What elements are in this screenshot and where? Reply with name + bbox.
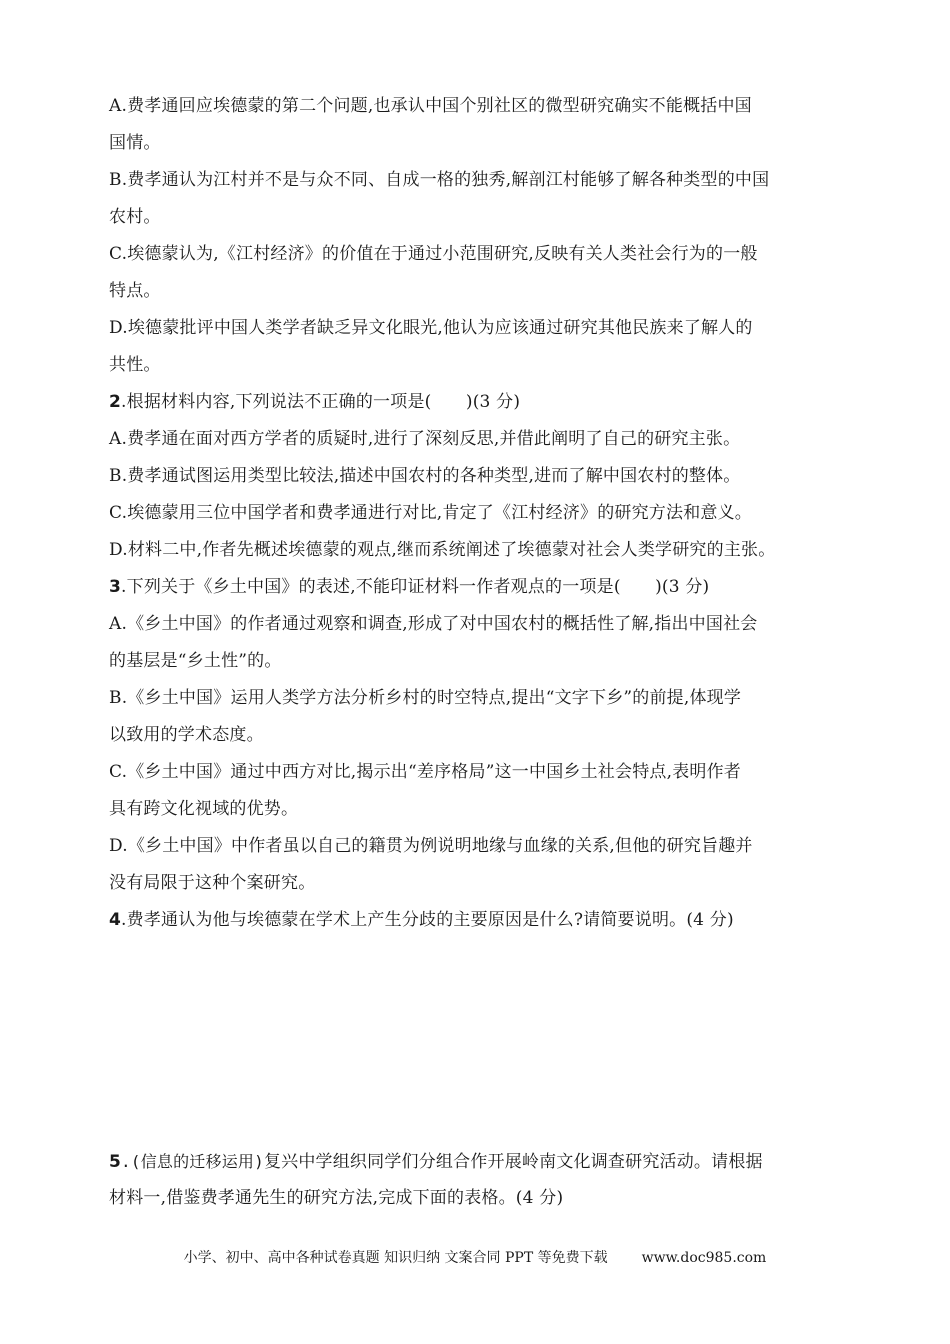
q3-option-b-line2: 以致用的学术态度。 — [109, 725, 264, 745]
q3-option-a-line1: A.《乡土中国》的作者通过观察和调查,形成了对中国农村的概括性了解,指出中国社会 — [109, 614, 758, 634]
q2-option-b: B.费孝通试图运用类型比较法,描述中国农村的各种类型,进而了解中国农村的整体。 — [109, 466, 741, 486]
q2-option-c: C.埃德蒙用三位中国学者和费孝通进行对比,肯定了《江村经济》的研究方法和意义。 — [109, 503, 753, 523]
q5-block — [109, 1143, 841, 1217]
q3-stem — [109, 569, 841, 606]
q3-option-d-line1: D.《乡土中国》中作者虽以自己的籍贯为例说明地缘与血缘的关系,但他的研究旨趣并 — [109, 836, 753, 856]
q1-option-b-line2: 农村。 — [109, 207, 161, 227]
q5-stem-line1 — [109, 1143, 841, 1180]
q1-option-a-line1: A.费孝通回应埃德蒙的第二个问题,也承认中国个别社区的微型研究确实不能概括中国 — [109, 96, 752, 116]
exam-page-body — [109, 88, 841, 939]
q1-option-d-line2: 共性。 — [109, 355, 161, 375]
q2-stem — [109, 384, 841, 421]
q5-tag: .(信息的迁移运用) — [121, 1152, 264, 1171]
page-footer — [0, 1247, 950, 1267]
q5-number: 5 — [109, 1152, 122, 1172]
q1-option-c-line2: 特点。 — [109, 281, 161, 301]
q4-number: 4 — [109, 910, 122, 930]
q2-option-d: D.材料二中,作者先概述埃德蒙的观点,继而系统阐述了埃德蒙对社会人类学研究的主张。 — [109, 540, 776, 560]
q4-stem — [109, 902, 841, 939]
q1-option-d-line1: D.埃德蒙批评中国人类学者缺乏异文化眼光,他认为应该通过研究其他民族来了解人的 — [109, 318, 753, 338]
footer-text: 小学、初中、高中各种试卷真题 知识归纳 文案合同 PPT 等免费下载 — [183, 1250, 608, 1266]
q5-stem-line2: 材料一,借鉴费孝通先生的研究方法,完成下面的表格。(4 分) — [109, 1188, 564, 1208]
q3-option-a-line2: 的基层是“乡土性”的。 — [109, 651, 282, 671]
q3-option-d-line2: 没有局限于这种个案研究。 — [109, 873, 316, 893]
q3-option-c-line2: 具有跨文化视域的优势。 — [109, 799, 299, 819]
q1-option-c-line1: C.埃德蒙认为,《江村经济》的价值在于通过小范围研究,反映有关人类社会行为的一般 — [109, 244, 758, 264]
q3-option-c-line1: C.《乡土中国》通过中西方对比,揭示出“差序格局”这一中国乡土社会特点,表明作者 — [109, 762, 741, 782]
footer-site-link[interactable]: www.doc985.com — [641, 1250, 767, 1266]
q3-number: 3 — [109, 577, 122, 597]
q1-option-b-line1: B.费孝通认为江村并不是与众不同、自成一格的独秀,解剖江村能够了解各种类型的中国 — [109, 170, 770, 190]
q2-option-a: A.费孝通在面对西方学者的质疑时,进行了深刻反思,并借此阐明了自己的研究主张。 — [109, 429, 741, 449]
q1-option-a-line2: 国情。 — [109, 133, 161, 153]
q3-option-b-line1: B.《乡土中国》运用人类学方法分析乡村的时空特点,提出“文字下乡”的前提,体现学 — [109, 688, 742, 708]
q3-stem-text: .下列关于《乡土中国》的表述,不能印证材料一作者观点的一项是( )(3 分) — [121, 577, 710, 597]
q2-number: 2 — [109, 392, 122, 412]
q2-stem-text: .根据材料内容,下列说法不正确的一项是( )(3 分) — [121, 392, 521, 412]
q4-stem-text: .费孝通认为他与埃德蒙在学术上产生分歧的主要原因是什么?请简要说明。(4 分) — [121, 910, 734, 930]
q5-stem-text-line1: 复兴中学组织同学们分组合作开展岭南文化调查研究活动。请根据 — [263, 1152, 763, 1172]
